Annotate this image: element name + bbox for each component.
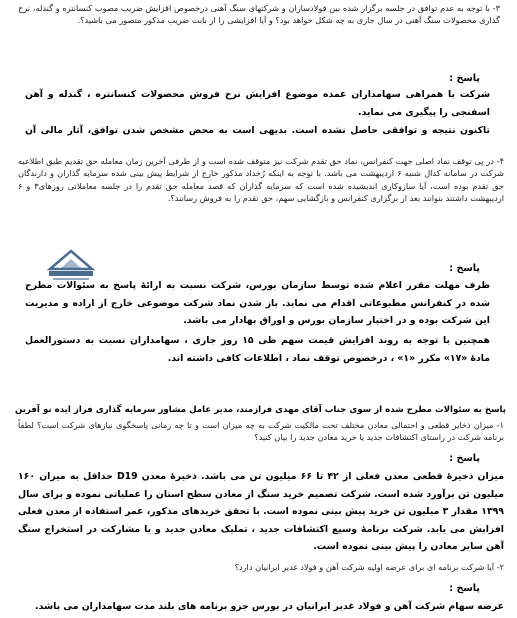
answer-5-text: میزان ذخیرهٔ قطعی معدن فعلی از ۴۲ تا ۶۶ میلیون تن می باشد. ذخیرهٔ معدن D19 حداقل به میزان ۱۶۰ میلیون تن برآورد شده است. شرکت تصمیم خرید سنگ از معادن سطح استان را عملیاتی نموده و برای سال ۱۳۹۹ مقدار ۳ میلیون تن خرید پیش بینی نموده است. با تحقق خریدهای مذکور، عمر استفاده از معدن فعلی افزایش می یابد. شرکت برنامهٔ وسیع اکتشافات جدید ، تملیک معادن جدید و یا مشارکت در استخراج سنگ آهن سایر معادن را پیش بینی نموده است. (18, 471, 504, 552)
question-3: ۳- با توجه به عدم توافق در جلسه برگزار شده بین فولادسازان و شرکتهای سنگ آهنی درخصوص افزایش ضریب مصوب کنسانتره و گندله، نرخ گذاری محصولات سنگ آهنی در سال جاری به چه شکل خواهد بود؟ و آیا افزایشی را از بابت ضریب مذکور متصور می باشید؟. (18, 3, 500, 26)
answer-5-heading: پاسخ : (449, 453, 480, 464)
answer-6-text: عرضه سهام شرکت آهن و فولاد غدیر ایرانیان در بورس جزو برنامه های بلند مدت سهامداران می باشد. (35, 601, 504, 612)
answer-3-heading: پاسخ : (449, 73, 480, 84)
question-6: ۲- آیا شرکت برنامه ای برای عرضه اولیه شرکت آهن و فولاد غدیر ایرانیان دارد؟ (234, 562, 504, 572)
answer-4-text-1: ظرف مهلت مقرر اعلام شده توسط سازمان بورس، شرکت نسبت به ارائهٔ پاسخ به سئوالات مطرح شده در کنفرانس مطبوعاتی اقدام می نماید. باز شدن نماد شرکت موضوعی خارج از اراده و مدیریت این شرکت بوده و در اختیار سازمان بورس و اوراق بهادار می باشد. (25, 280, 490, 326)
answer-4-heading: پاسخ : (449, 263, 480, 274)
answer-6-heading: پاسخ : (449, 583, 480, 594)
section-title: پاسخ به سئوالات مطرح شده از سوی جناب آقای مهدی فرازمند، مدیر عامل مشاور سرمایه گذاری فراز ایده نو آفرین (15, 405, 506, 415)
answer-3-text-1: شرکت با همراهی سهامداران عمده موضوع افزایش نرخ فروش محصولات کنسانتره ، گندله و آهن اسفنجی را پیگیری می نماید. (25, 89, 490, 118)
answer-4-text-2: همچنین با توجه به روند افزایش قیمت سهم طی ۱۵ روز جاری ، سهامداران نسبت به دستورالعمل مادهٔ «۱۷» مکرر «۱» ، درخصوص توقف نماد ، اطلاعات کافی داشته اند. (25, 335, 490, 364)
answer-3-text-2: تاکنون نتیجه و توافقی حاصل نشده است. بدیهی است به محض مشخص شدن توافق، آثار مالی آن (25, 125, 490, 136)
question-5: ۱- میزان ذخایر قطعی و احتمالی معادن مختلف تحت مالکیت شرکت به چه میزان است و تا چه زمانی پاسخگوی نیازهای شرکت است؟ لطفاً برنامه شرکت در راستای اکتشافات جدید یا خرید معادن جدید را بیان کنید؟ (18, 420, 504, 443)
question-4: ۴- در پی توقف نماد اصلی جهت کنفرانس، نماد حق تقدم شرکت نیز متوقف شده است و از طرفی آخرین زمان معامله حق تقدیم طبق اطلاعیه شرکت در سامانه کدال شنبه ۶ اردیبهشت می باشد. با توجه به اینکه رُخداد مذکور خارج از شرایط پیش بینی شده سرمایه گذاران و دارندگان حق تقدم بوده است، آیا سازوکاری اندیشیده شده است که سرمایه گذاران که قصد معامله حق تقدم را در جلسه معاملاتی روزهای۳ و ۶ اردیبهشت داشتند بتوانند بعد از برگزاری کنفرانس و بازگشایی سهم، حق تقدم را به فروش رسانند؟. (18, 156, 504, 203)
